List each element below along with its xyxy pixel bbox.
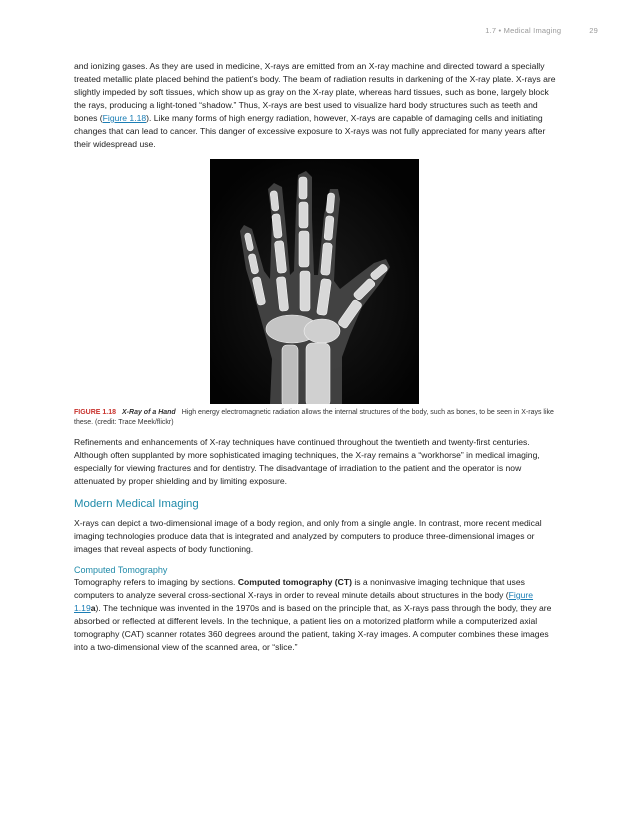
figure-1-18 [74, 159, 558, 427]
section-heading-modern-imaging: Modern Medical Imaging [74, 498, 199, 510]
modern-imaging-paragraph: X-rays can depict a two-dimensional image of a body region, and only from a single angle. In contrast, more recent medical imaging technologies produce data that is integrated and analyzed by computers to produce three-dimensional images or images that reveal aspects of body functioning. [74, 518, 542, 554]
subsection-heading-ct: Computed Tomography [74, 565, 168, 575]
figure-1-18-link[interactable]: Figure 1.18 [102, 113, 147, 123]
figure-caption-text: High energy electromagnetic radiation allows the internal structures of the body, such as bones, to be seen in X-rays like these. (credit: Trace Meek/flickr) [74, 409, 554, 426]
figure-number: FIGURE 1.18 [74, 409, 117, 416]
hand-xray-image [210, 159, 419, 404]
running-header [485, 26, 598, 35]
figure-1-19-link[interactable]: Figure 1.19 [74, 590, 534, 613]
page-content [74, 60, 558, 654]
section-title: 1.7 • Medical Imaging [485, 26, 562, 35]
page-number: 29 [589, 26, 598, 35]
figure-caption [74, 408, 558, 427]
key-term-ct: Computed tomography (CT) [237, 577, 352, 587]
refinements-paragraph: Refinements and enhancements of X-ray techniques have continued throughout the twentieth and twenty-first centuries. Although often supplanted by more sophisticated imaging techniques, the X-ray remains a “workhorse” in medical imaging, especially for viewing fractures and for dentistry. The disadvantage of irradiation to the patient and the operator is now attenuated by proper shielding and by limiting exposure. [74, 437, 540, 486]
figure-title: X-Ray of a Hand [122, 409, 176, 416]
ct-paragraph: Tomography refers to imaging by sections. Computed tomography (CT) is a noninvasive imaging technique that uses computers to analyze several cross-sectional X-rays in order to reveal minute details about structures in the body (Figure 1.19a). The technique was invented in the 1970s and is based on the principle that, as X-rays pass through the body, they are absorbed or reflected at different levels. In the technique, a patient lies on a motorized platform while a computerized axial tomography (CAT) scanner rotates 360 degrees around the patient, taking X-ray images. A computer combines these images into a two-dimensional view of the scanned area, or “slice.” [74, 577, 552, 652]
intro-paragraph: and ionizing gases. As they are used in medicine, X-rays are emitted from an X-ray machine and directed toward a specially treated metallic plate placed behind the patient’s body. The beam of radiation results in darkening of the X-ray plate. X-rays are slightly impeded by soft tissues, which show up as gray on the X-ray plate, whereas hard tissues, such as bone, largely block the rays, producing a light-toned “shadow.” Thus, X-rays are best used to visualize hard body structures such as teeth and bones (Figure 1.18). Like many forms of high energy radiation, however, X-rays are capable of damaging cells and initiating changes that can lead to cancer. This danger of excessive exposure to X-rays was not fully appreciated for many years after their widespread use. [74, 61, 556, 149]
